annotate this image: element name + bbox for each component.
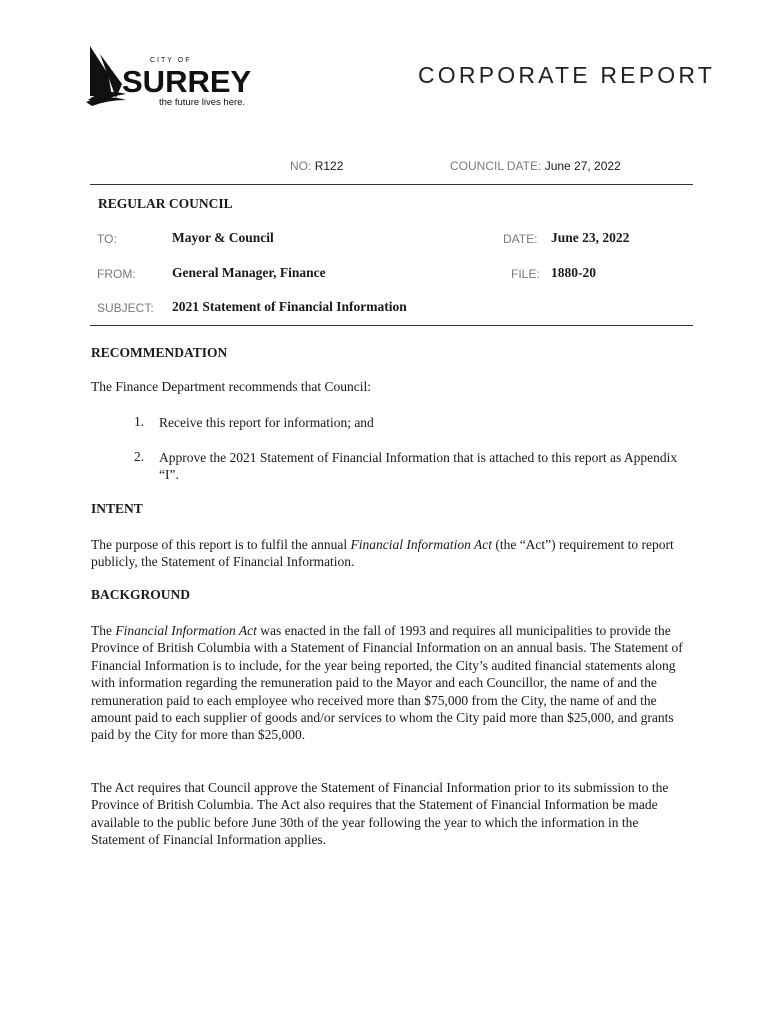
- report-number-label: NO:: [290, 159, 312, 173]
- council-date: [450, 159, 621, 173]
- from-value: General Manager, Finance: [172, 265, 326, 280]
- intent-text: The purpose of this report is to fulfil the annual: [91, 537, 351, 552]
- recommendation-intro: The Finance Department recommends that Council:: [91, 379, 372, 394]
- header-divider: [90, 184, 693, 185]
- intent-heading: INTENT: [91, 501, 143, 516]
- council-date-value: June 27, 2022: [544, 159, 621, 173]
- act-name: Financial Information Act: [115, 623, 257, 638]
- background-heading: BACKGROUND: [91, 587, 191, 602]
- city-of-text: CITY OF: [150, 57, 192, 64]
- background-text: was enacted in the fall of 1993 and requires all municipalities to provide the Province of British Columbia with a Statement of Financial Information on an annual basis. The Statement of Financial Information is to include, for the year being reported, the City’s audited financial statements along with information regarding the remuneration paid to the Mayor and each Councillor, the name of and the remuneration paid to each employee who received more than $75,000 from the City, the name of and the amount paid to each supplier of goods and/or services to whom the City paid more than $25,000, and grants paid by the City for more than $25,000.: [91, 623, 683, 743]
- sail-icon: [86, 44, 256, 110]
- act-name: Financial Information Act: [350, 537, 492, 552]
- intent-text: (the “Act”) requirement to report publicly, the Statement of Financial Information.: [91, 537, 674, 570]
- to-label: TO:: [97, 232, 117, 246]
- report-title: CORPORATE REPORT: [418, 62, 715, 88]
- list-item: Receive this report for information; and: [159, 415, 374, 430]
- tagline-text: the future lives here.: [159, 97, 246, 108]
- list-item-number: 2.: [134, 449, 145, 464]
- subject-label: SUBJECT:: [97, 301, 154, 315]
- date-label: DATE:: [503, 232, 538, 246]
- subject-value: 2021 Statement of Financial Information: [172, 299, 407, 314]
- file-value: 1880-20: [551, 265, 596, 280]
- report-number: [290, 159, 343, 173]
- surrey-text: SURREY: [122, 64, 252, 99]
- list-item-number: 1.: [134, 414, 145, 429]
- to-value: Mayor & Council: [172, 230, 274, 245]
- file-label: FILE:: [511, 267, 540, 281]
- council-date-label: COUNCIL DATE:: [450, 159, 542, 173]
- meeting-type: REGULAR COUNCIL: [98, 196, 233, 211]
- background-paragraph-1: [91, 622, 687, 744]
- background-text: The: [91, 623, 116, 638]
- intent-paragraph: [91, 536, 687, 571]
- date-value: June 23, 2022: [551, 230, 630, 245]
- report-number-value: R122: [314, 159, 344, 173]
- list-item: Approve the 2021 Statement of Financial Information that is attached to this report as Appendix “I”.: [159, 450, 678, 483]
- background-paragraph-2: The Act requires that Council approve the Statement of Financial Information prior to its submission to the Province of British Columbia. The Act also requires that the Statement of Financial Information be made available to the public before June 30th of the year following the year to which the information in the Statement of Financial Information applies.: [91, 780, 669, 848]
- memo-divider: [90, 325, 693, 326]
- recommendation-heading: RECOMMENDATION: [91, 345, 228, 360]
- city-of-surrey-logo: [86, 44, 256, 110]
- from-label: FROM:: [97, 267, 136, 281]
